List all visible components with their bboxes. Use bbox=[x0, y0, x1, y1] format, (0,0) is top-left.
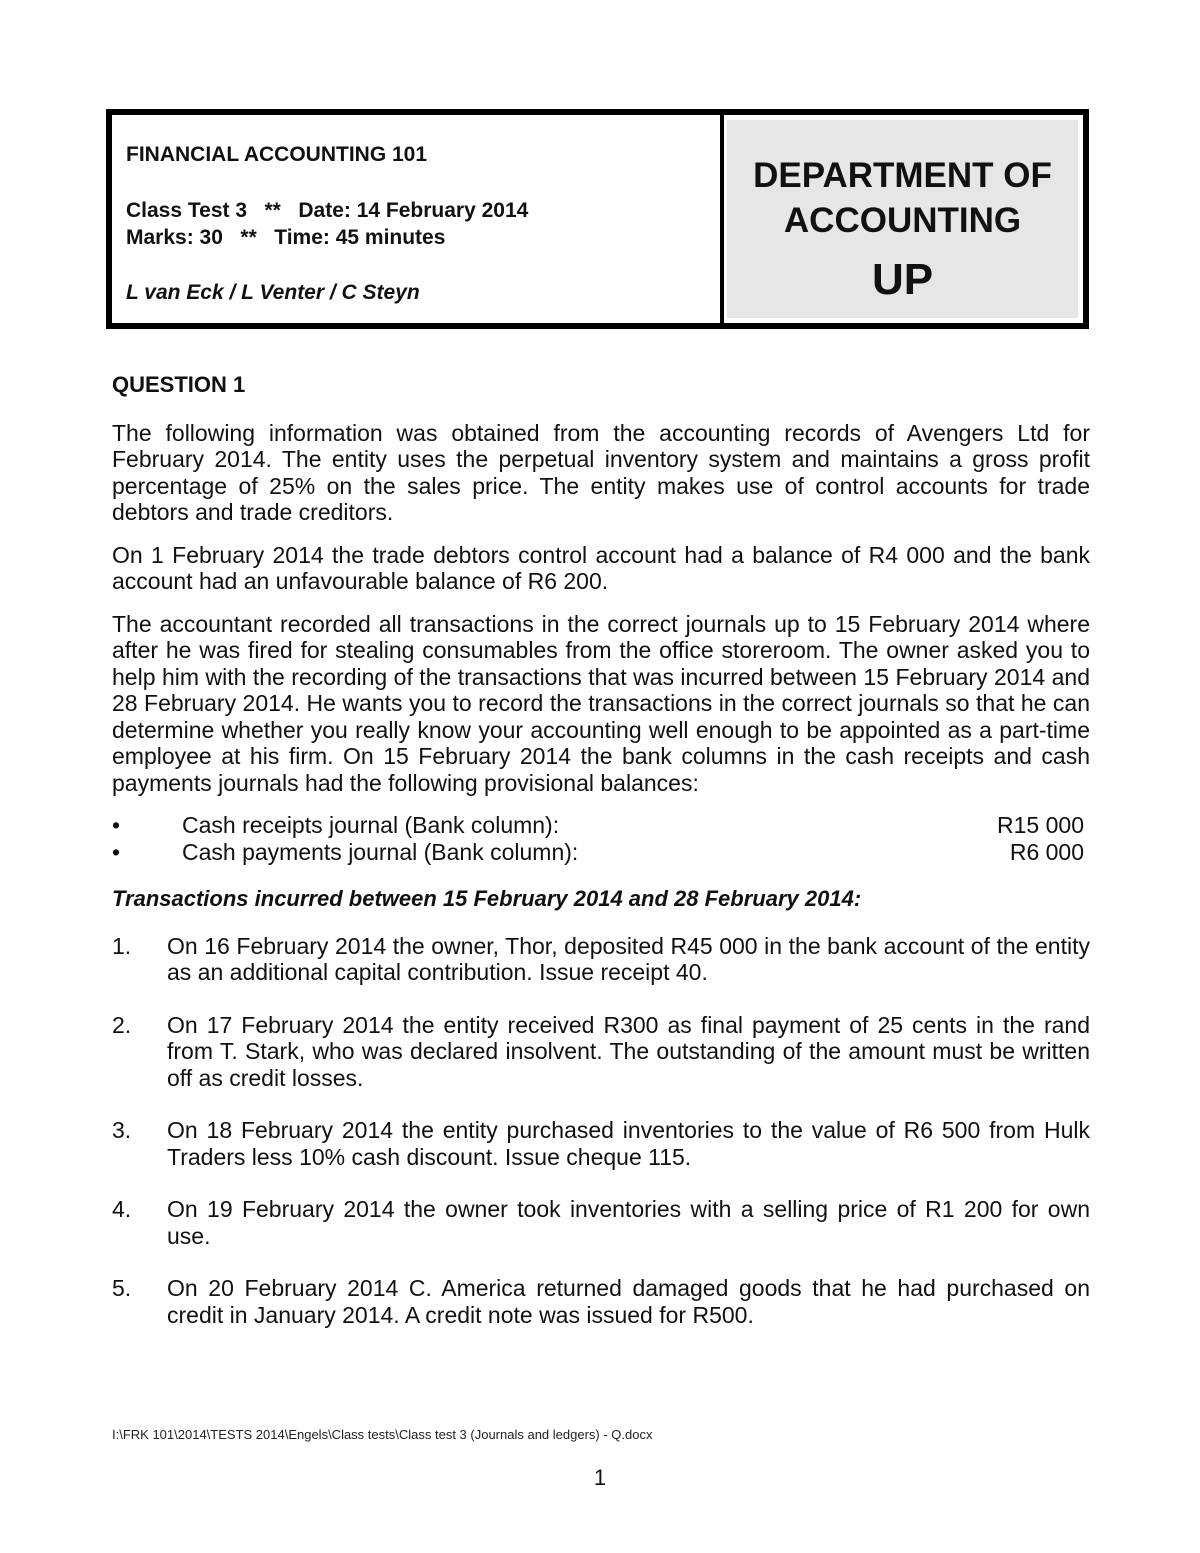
department-line-2: ACCOUNTING bbox=[783, 201, 1022, 240]
paragraph: The accountant recorded all transactions in the correct journals up to 15 February 2014 where after he was fired for stealing consumables from the office storeroom. The owner asked you to help him with the recording of the transactions that was incurred between 15 February 2014 and 28 February 2014. He wants you to record the transactions in the correct journals so that he can determine whether you really know your accounting well enough to be appointed as a part-time employee at his firm. On 15 February 2014 the bank columns in the cash receipts and cash payments journals had the following provisional balances: bbox=[112, 610, 1090, 796]
question-title: QUESTION 1 bbox=[112, 372, 246, 397]
transaction-number: 3. bbox=[112, 1117, 132, 1143]
transaction-text: On 20 February 2014 C. America returned damaged goods that he had purchased on credit in January 2014. A credit note was issued for R500. bbox=[167, 1275, 1090, 1328]
transaction-item bbox=[112, 933, 1090, 986]
balance-item bbox=[112, 839, 1090, 866]
transaction-number: 4. bbox=[112, 1196, 132, 1222]
department-name bbox=[727, 153, 1078, 243]
bullet-icon: • bbox=[112, 812, 121, 838]
institution-name: UP bbox=[871, 255, 934, 304]
test-date-line: Class Test 3 ** Date: 14 February 2014 bbox=[126, 199, 529, 222]
balance-amount: R6 000 bbox=[1009, 839, 1084, 865]
transaction-text: On 18 February 2014 the entity purchased inventories to the value of R6 500 from Hulk Traders less 10% cash discount. Issue cheque 115. bbox=[167, 1117, 1090, 1170]
transaction-number: 5. bbox=[112, 1275, 132, 1301]
balance-label: Cash receipts journal (Bank column): bbox=[182, 812, 560, 838]
transactions-list bbox=[112, 933, 1090, 1329]
header-box bbox=[106, 109, 1089, 329]
footer-file-path: I:\FRK 101\2014\TESTS 2014\Engels\Class tests\Class test 3 (Journals and ledgers) - Q.docx bbox=[112, 1427, 653, 1442]
transaction-text: On 17 February 2014 the entity received R300 as final payment of 25 cents in the rand from T. Stark, who was declared insolvent. The outstanding of the amount must be written off as credit losses. bbox=[167, 1011, 1090, 1091]
transaction-text: On 19 February 2014 the owner took inventories with a selling price of R1 200 for own use. bbox=[167, 1196, 1090, 1249]
transaction-number: 2. bbox=[112, 1011, 132, 1038]
department-panel bbox=[727, 120, 1078, 318]
transaction-text: On 16 February 2014 the owner, Thor, deposited R45 000 in the bank account of the entity as an additional capital contribution. Issue receipt 40. bbox=[167, 932, 1090, 985]
transaction-item bbox=[112, 1196, 1090, 1249]
page-number: 1 bbox=[593, 1465, 607, 1490]
balance-amount: R15 000 bbox=[997, 812, 1084, 838]
transaction-number: 1. bbox=[112, 932, 132, 959]
header-course-info bbox=[112, 115, 724, 323]
balances-list bbox=[112, 812, 1090, 866]
transaction-item bbox=[112, 1275, 1090, 1328]
question-content bbox=[112, 372, 1090, 1354]
transaction-item bbox=[112, 1012, 1090, 1092]
course-title: FINANCIAL ACCOUNTING 101 bbox=[126, 143, 428, 166]
paragraph: The following information was obtained from the accounting records of Avengers Ltd for February 2014. The entity uses the perpetual inventory system and maintains a gross profit percentage of 25% on the sales price. The entity makes use of control accounts for trade debtors and trade creditors. bbox=[112, 419, 1090, 525]
marks-time-line: Marks: 30 ** Time: 45 minutes bbox=[126, 226, 446, 249]
balance-label: Cash payments journal (Bank column): bbox=[182, 839, 579, 865]
paragraph: On 1 February 2014 the trade debtors control account had a balance of R4 000 and the bank account had an unfavourable balance of R6 200. bbox=[112, 541, 1090, 594]
balance-item bbox=[112, 812, 1090, 839]
authors: L van Eck / L Venter / C Steyn bbox=[126, 281, 420, 304]
department-line-1: DEPARTMENT OF bbox=[753, 156, 1052, 195]
bullet-icon: • bbox=[112, 839, 121, 865]
transaction-item bbox=[112, 1117, 1090, 1170]
transactions-heading: Transactions incurred between 15 February 2014 and 28 February 2014: bbox=[112, 886, 862, 911]
